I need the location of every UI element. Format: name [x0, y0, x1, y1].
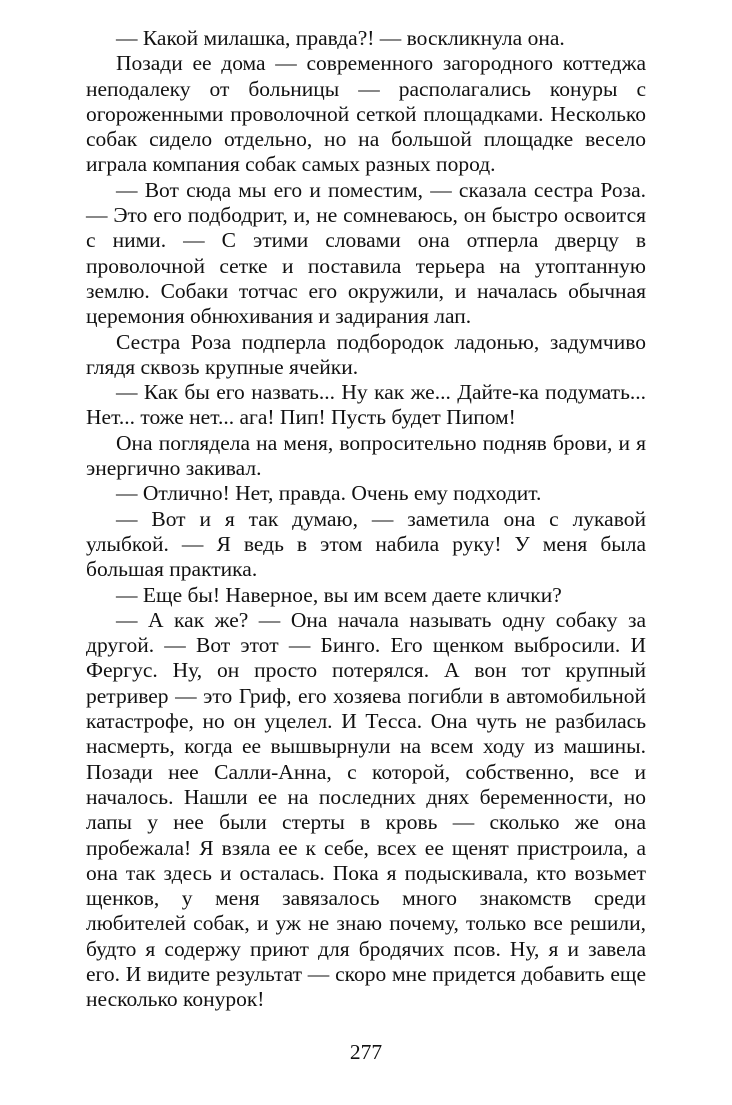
- paragraph: Сестра Роза подперла подбородок ладонью, задумчиво глядя сквозь крупные ячейки.: [86, 329, 646, 379]
- paragraph: — Как бы его назвать... Ну как же... Дайте-ка подумать... Нет... тоже нет... ага! Пип! Пусть будет Пипом!: [86, 380, 646, 430]
- paragraph: — Еще бы! Наверное, вы им всем даете клички?: [116, 582, 562, 607]
- paragraph: — Отлично! Нет, правда. Очень ему подходит.: [116, 481, 542, 506]
- paragraph: — Вот и я так думаю, — заметила она с лукавой улыбкой. — Я ведь в этом набила руку! У меня была большая практика.: [86, 506, 646, 582]
- paragraph: Позади ее дома — современного загородного коттеджа неподалеку от больницы — располагались конуры с огороженными проволочной сеткой площадками. Несколько собак сидело отдельно, но на большой площадке весело играла компания собак самых разных пород.: [86, 51, 646, 177]
- paragraph: — Вот сюда мы его и поместим, — сказала сестра Роза. — Это его подбодрит, и, не сомневаюсь, он быстро освоится с ними. — С этими словами она отперла дверцу в проволочной сетке и поставила терьера на утоптанную землю. Собаки тотчас его окружили, и началась обычная церемония обнюхивания и задирания лап.: [86, 177, 646, 329]
- page-text: [86, 26, 646, 1013]
- page-number: 277: [349, 1040, 383, 1064]
- paragraph: — А как же? — Она начала называть одну собаку за другой. — Вот этот — Бинго. Его щенком выбросили. И Фергус. Ну, он просто потерялся. А вон тот крупный ретривер — это Гриф, его хозяева погибли в автомобильной катастрофе, но он уцелел. И Тесса. Она чуть не разбилась насмерть, когда ее вышвырнули на всем ходу из машины. Позади нее Салли-Анна, с которой, собственно, все и началось. Нашли ее на последних днях беременности, но лапы у нее были стерты в кровь — сколько же она пробежала! Я взяла ее к себе, всех ее щенят пристроила, а она так здесь и осталась. Пока я подыскивала, кто возьмет щенков, у меня завязалось много знакомств среди любителей собак, и уж не знаю почему, только все решили, будто я содержу приют для бродячих псов. Ну, я и завела его. И видите результат — скоро мне придется добавить еще несколько конурок!: [86, 607, 646, 1012]
- paragraph: — Какой милашка, правда?! — воскликнула она.: [116, 26, 565, 50]
- paragraph: Она поглядела на меня, вопросительно подняв брови, и я энергично закивал.: [86, 430, 646, 481]
